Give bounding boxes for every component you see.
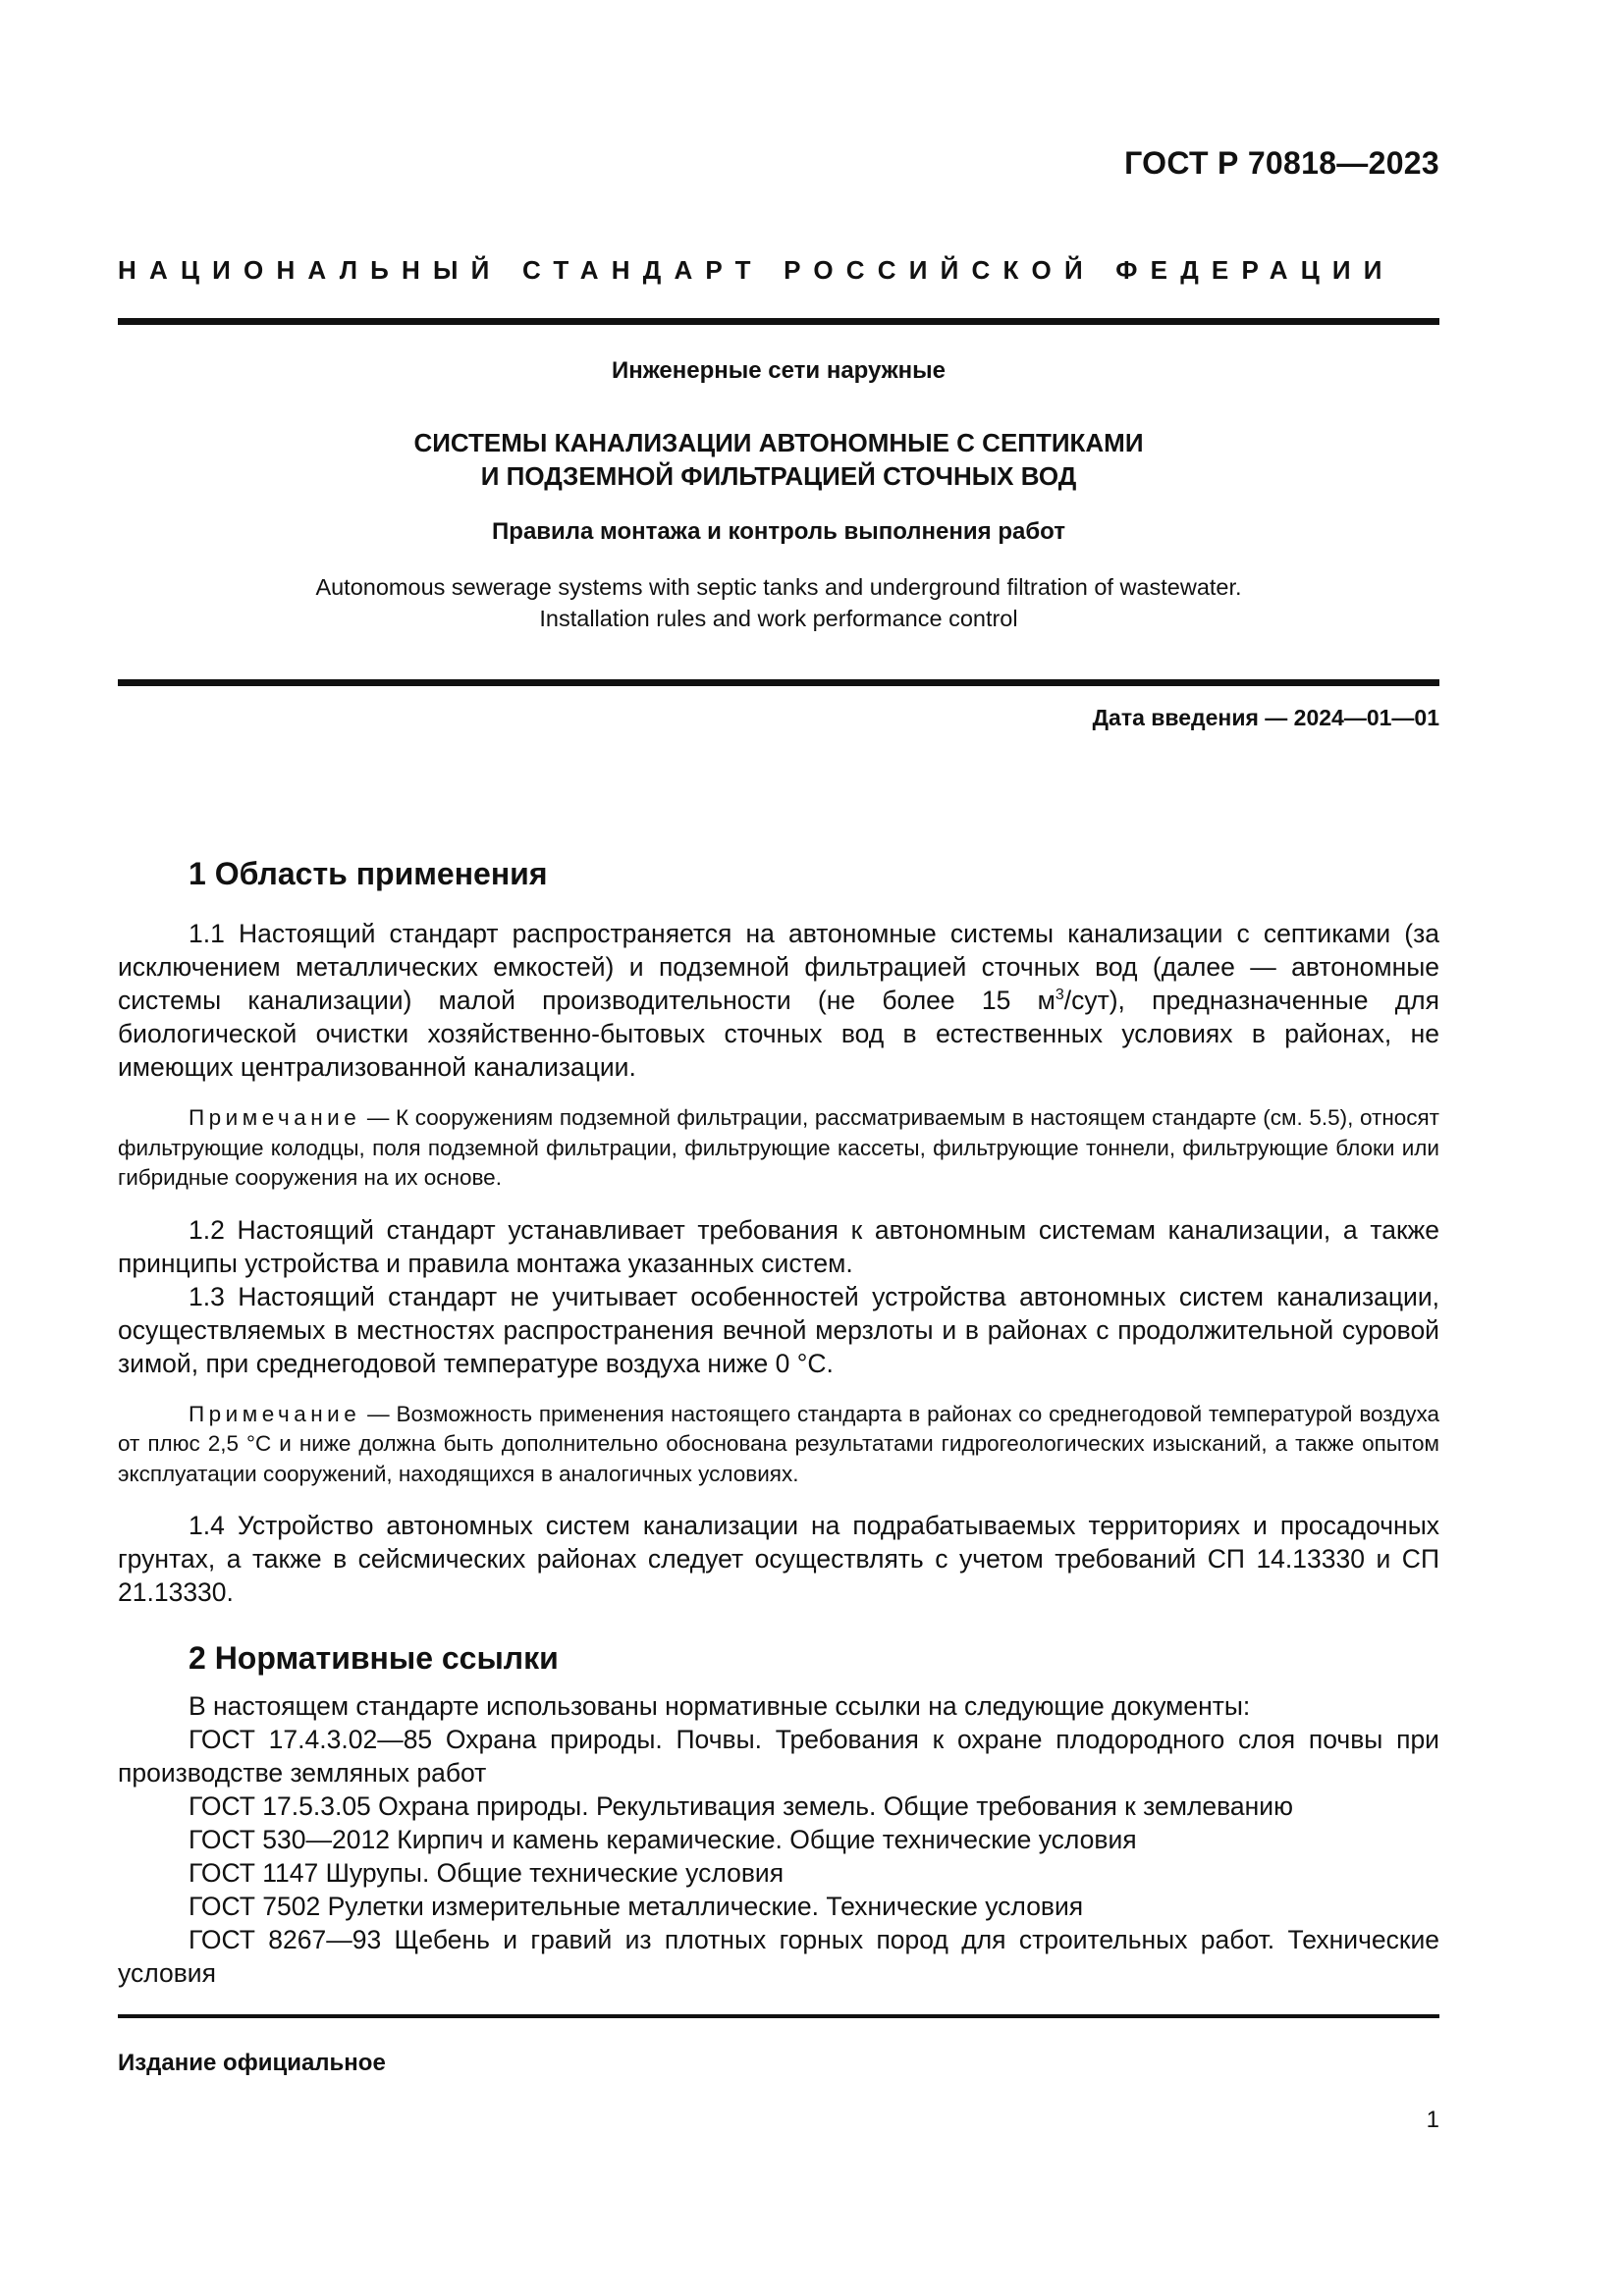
footer-divider: [118, 2014, 1439, 2018]
english-title-line-2: Installation rules and work performance control: [539, 606, 1018, 631]
note-1: [118, 1103, 1439, 1194]
note-2: [118, 1400, 1439, 1490]
title-group: Инженерные сети наружные: [611, 357, 947, 384]
subtitle: Правила монтажа и контроль выполнения работ: [492, 518, 1065, 545]
english-title: [118, 571, 1439, 634]
page-number: 1: [1426, 2107, 1439, 2133]
title-divider: [118, 679, 1439, 686]
paragraph-1-3: 1.3 Настоящий стандарт не учитывает особенностей устройства автономных систем канализации, осуществляемых в местностях распространения вечной мерзлоты и в районах с продолжительной суровой зимой, при среднегодовой температуре воздуха ниже 0 °С.: [118, 1281, 1439, 1378]
main-title-line-2: И ПОДЗЕМНОЙ ФИЛЬТРАЦИЕЙ СТОЧНЫХ ВОД: [480, 461, 1077, 491]
superscript-3: 3: [1055, 987, 1064, 1004]
document-number: ГОСТ Р 70818—2023: [1124, 145, 1439, 181]
top-divider: [118, 318, 1439, 325]
note-2-text: — Возможность применения настоящего стандарта в районах со среднегодовой температурой воздуха от плюс 2,5 °С и ниже должна быть дополнительно обоснована результатами гидрогеологических изысканий, а также опытом эксплуатации сооружений, находящихся в аналогичных условиях.: [118, 1401, 1439, 1486]
main-title: [118, 426, 1439, 493]
section-2-heading: 2 Нормативные ссылки: [189, 1640, 559, 1676]
document-body: [118, 852, 1439, 1990]
national-standard-heading: НАЦИОНАЛЬНЫЙ СТАНДАРТ РОССИЙСКОЙ ФЕДЕРАЦИИ: [118, 255, 1395, 285]
paragraph-1-1-text-end: /сут), предназначенные для биологической очистки хозяйственно-бытовых сточных вод в естественных условиях в районах, не имеющих централизованной канализации.: [118, 986, 1439, 1082]
reference-item: ГОСТ 17.5.3.05 Охрана природы. Рекультивация земель. Общие требования к землеванию: [189, 1791, 1293, 1821]
reference-item: ГОСТ 7502 Рулетки измерительные металлические. Технические условия: [189, 1892, 1084, 1921]
reference-item: ГОСТ 8267—93 Щебень и гравий из плотных горных пород для строительных работ. Технические условия: [118, 1925, 1439, 1988]
title-block: [118, 353, 1439, 634]
reference-item: ГОСТ 530—2012 Кирпич и камень керамические. Общие технические условия: [189, 1825, 1137, 1854]
paragraph-1-1: [118, 917, 1439, 1084]
main-title-line-1: СИСТЕМЫ КАНАЛИЗАЦИИ АВТОНОМНЫЕ С СЕПТИКАМИ: [413, 428, 1144, 457]
section-1-heading: 1 Область применения: [189, 856, 548, 891]
document-page: [118, 0, 1439, 2296]
paragraph-1-1-text: 1.1 Настоящий стандарт распространяется на автономные системы канализации с септиками (за исключением металлических емкостей) и подземной фильтрацией сточных вод (далее — автономные системы канализации) малой производительности (не более 15 м: [118, 919, 1439, 1015]
note-1-text: — К сооружениям подземной фильтрации, рассматриваемым в настоящем стандарте (см. 5.5), относят фильтрующие колодцы, поля подземной фильтрации, фильтрующие кассеты, фильтрующие тоннели, фильтрующие блоки или гибридные сооружения на их основе.: [118, 1105, 1439, 1190]
paragraph-1-2: 1.2 Настоящий стандарт устанавливает требования к автономным системам канализации, а также принципы устройства и правила монтажа указанных систем.: [118, 1214, 1439, 1278]
reference-item: ГОСТ 1147 Шурупы. Общие технические условия: [189, 1858, 785, 1888]
section-2-intro: В настоящем стандарте использованы нормативные ссылки на следующие документы:: [189, 1691, 1251, 1721]
note-2-label: Примечание: [189, 1401, 361, 1426]
introduction-date: Дата введения — 2024—01—01: [1092, 705, 1439, 730]
paragraph-1-4: 1.4 Устройство автономных систем канализации на подрабатываемых территориях и просадочных грунтах, а также в сейсмических районах следует осуществлять с учетом требований СП 14.13330 и СП 21.13330.: [118, 1511, 1439, 1607]
reference-item: ГОСТ 17.4.3.02—85 Охрана природы. Почвы. Требования к охране плодородного слоя почвы при производстве земляных работ: [118, 1725, 1439, 1788]
english-title-line-1: Autonomous sewerage systems with septic tanks and underground filtration of wastewater.: [315, 574, 1242, 600]
official-edition-label: Издание официальное: [118, 2050, 386, 2076]
note-1-label: Примечание: [189, 1105, 361, 1130]
